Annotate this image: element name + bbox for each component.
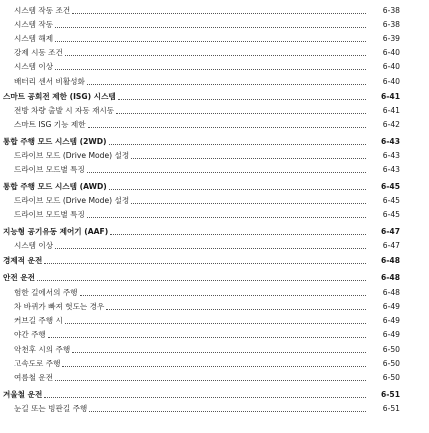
toc-entry-page-number: 6-39 [382,34,400,43]
toc-entry[interactable] [0,356,429,370]
dot-leader [89,410,366,412]
dot-leader [55,247,366,249]
toc-entry[interactable] [0,342,429,356]
toc-entry[interactable] [0,238,429,252]
toc-entry-label: 시스템 작동 [14,20,54,29]
dot-leader [87,83,366,85]
dot-leader [87,171,366,173]
toc-entry-page-number: 6-48 [380,273,400,282]
toc-entry-label: 경제적 운전 [3,256,43,265]
dot-leader [65,54,366,56]
toc-entry-page-number: 6-47 [382,241,400,250]
dot-leader [131,202,366,204]
toc-entry[interactable] [0,327,429,341]
toc-entry-label: 지능형 공기유동 제어기 (AAF) [3,227,109,236]
toc-entry-label: 통합 주행 모드 시스템 (2WD) [3,137,107,146]
toc-entry-label: 전방 차량 출발 시 자동 재시동 [14,106,115,115]
toc-entry-page-number: 6-40 [382,77,400,86]
toc-entry-label: 드라이브 모드별 특징 [14,210,85,219]
toc-entry-page-number: 6-49 [382,330,400,339]
toc-entry-label: 안전 운전 [3,273,35,282]
toc-entry-page-number: 6-43 [380,137,400,146]
dot-leader [55,379,366,381]
dot-leader [65,322,366,324]
toc-entry-page-number: 6-51 [382,404,400,413]
dot-leader [116,112,366,114]
toc-entry[interactable] [0,299,429,313]
toc-entry-page-number: 6-42 [382,120,400,129]
toc-entry[interactable] [0,162,429,176]
toc-entry[interactable] [0,285,429,299]
dot-leader [37,279,366,281]
toc-entry[interactable] [0,59,429,73]
toc-entry-page-number: 6-49 [382,302,400,311]
toc-entry[interactable] [0,370,429,384]
toc-entry-label: 시스템 해제 [14,34,54,43]
dot-leader [72,12,366,14]
toc-entry-label: 시스템 이상 [14,62,54,71]
dot-leader [80,294,366,296]
toc-section-entry[interactable] [0,387,429,401]
toc-entry-label: 여름철 운전 [14,373,54,382]
toc-entry-label: 스마트 공회전 제한 (ISG) 시스템 [3,92,116,101]
toc-entry-page-number: 6-40 [382,62,400,71]
toc-entry[interactable] [0,103,429,117]
toc-entry-page-number: 6-43 [382,165,400,174]
toc-entry-label: 통합 주행 모드 시스템 (AWD) [3,182,107,191]
toc-entry-page-number: 6-50 [382,373,400,382]
dot-leader [55,26,366,28]
toc-entry-page-number: 6-50 [382,359,400,368]
toc-entry-label: 스마트 ISG 기능 제한 [14,120,86,129]
toc-entry-label: 드라이브 모드별 특징 [14,165,85,174]
toc-entry[interactable] [0,148,429,162]
toc-entry-page-number: 6-47 [380,227,400,236]
toc-entry[interactable] [0,207,429,221]
toc-entry-page-number: 6-50 [382,345,400,354]
toc-section-entry[interactable] [0,179,429,193]
toc-entry-page-number: 6-48 [380,256,400,265]
toc-entry-label: 악천후 시의 주행 [14,345,71,354]
dot-leader [44,396,366,398]
toc-entry-page-number: 6-45 [380,182,400,191]
toc-entry-page-number: 6-48 [382,288,400,297]
toc-entry-label: 눈길 또는 빙판길 주행 [14,404,88,413]
dot-leader [44,262,366,264]
toc-entry-label: 커브길 주행 시 [14,316,63,325]
toc-section-entry[interactable] [0,253,429,267]
dot-leader [55,68,366,70]
dot-leader [109,143,367,145]
toc-entry-label: 겨울철 운전 [3,390,43,399]
toc-entry[interactable] [0,193,429,207]
dot-leader [109,188,366,190]
toc-entry-label: 시스템 작동 조건 [14,6,71,15]
dot-leader [131,157,366,159]
toc-entry[interactable] [0,17,429,31]
toc-entry-label: 배터리 센서 비활성화 [14,77,85,86]
toc-entry[interactable] [0,45,429,59]
toc-entry[interactable] [0,313,429,327]
toc-entry-label: 시스템 이상 [14,241,54,250]
toc-entry-page-number: 6-45 [382,210,400,219]
toc-section-entry[interactable] [0,270,429,284]
dot-leader [48,336,366,338]
toc-section-entry[interactable] [0,134,429,148]
toc-entry-label: 드라이브 모드 (Drive Mode) 설정 [14,151,130,160]
toc-entry-page-number: 6-51 [380,390,400,399]
toc-entry-label: 험한 길에서의 주행 [14,288,78,297]
toc-section-entry[interactable] [0,89,429,103]
toc-entry-page-number: 6-41 [380,92,400,101]
dot-leader [72,351,366,353]
toc-entry[interactable] [0,74,429,88]
toc-entry[interactable] [0,117,429,131]
toc-entry-page-number: 6-38 [382,6,400,15]
dot-leader [88,126,366,128]
toc-entry-page-number: 6-41 [382,106,400,115]
dot-leader [118,98,366,100]
toc-entry-page-number: 6-43 [382,151,400,160]
toc-entry[interactable] [0,401,429,415]
dot-leader [55,40,366,42]
toc-entry-page-number: 6-49 [382,316,400,325]
toc-entry-label: 고속도로 주행 [14,359,61,368]
dot-leader [106,308,366,310]
dot-leader [110,233,366,235]
toc-entry-label: 야간 주행 [14,330,46,339]
toc-entry[interactable] [0,3,429,17]
toc-entry-label: 강제 시동 조건 [14,48,63,57]
toc-section-entry[interactable] [0,224,429,238]
dot-leader [87,216,366,218]
toc-entry-label: 드라이브 모드 (Drive Mode) 설정 [14,196,130,205]
toc-entry-page-number: 6-40 [382,48,400,57]
toc-entry-page-number: 6-38 [382,20,400,29]
toc-entry[interactable] [0,31,429,45]
toc-entry-label: 차 바퀴가 빠져 헛도는 경우 [14,302,105,311]
toc-entry-page-number: 6-45 [382,196,400,205]
dot-leader [62,365,366,367]
